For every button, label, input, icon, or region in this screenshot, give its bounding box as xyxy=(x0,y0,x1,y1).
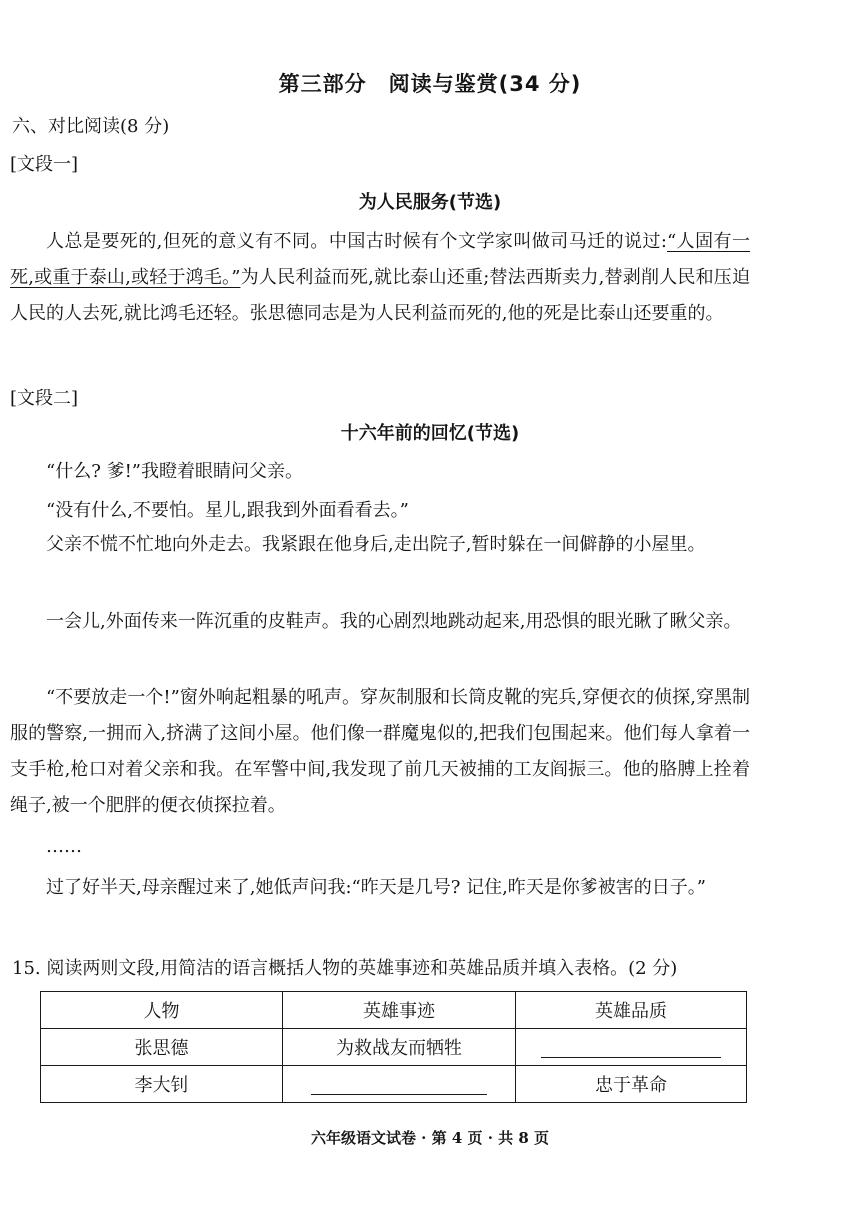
row2-person: 李大钊 xyxy=(41,1066,283,1103)
passage1-title: 为人民服务(节选) xyxy=(358,192,502,213)
row2-deed-cell xyxy=(283,1066,516,1103)
row1-deed: 为救战友而牺牲 xyxy=(283,1029,516,1066)
row1-person: 张思德 xyxy=(41,1029,283,1066)
passage2-title: 十六年前的回忆(节选) xyxy=(340,423,520,444)
page-footer: 六年级语文试卷 · 第 4 页 · 共 8 页 xyxy=(310,1129,550,1147)
row2-quality: 忠于革命 xyxy=(516,1066,747,1103)
passage2-ellipsis: …… xyxy=(46,836,82,857)
section-heading: 六、对比阅读(8 分) xyxy=(12,116,170,137)
row2-deed-blank[interactable] xyxy=(311,1074,487,1095)
header-person: 人物 xyxy=(41,992,283,1029)
passage1-label: [文段一] xyxy=(10,154,79,175)
passage1-paragraph xyxy=(10,224,750,332)
row1-quality-cell xyxy=(516,1029,747,1066)
table-row xyxy=(41,1029,747,1066)
passage1-text-before: 人总是要死的,但死的意义有不同。中国古时候有个文学家叫做司马迁的说过: xyxy=(46,231,667,252)
passage2-line1: “什么? 爹!”我瞪着眼睛问父亲。 xyxy=(46,461,304,482)
part-title: 第三部分 阅读与鉴赏(34 分) xyxy=(278,72,582,96)
header-quality: 英雄品质 xyxy=(516,992,747,1029)
passage2-line2: “没有什么,不要怕。星儿,跟我到外面看看去。” xyxy=(46,500,409,521)
passage2-para6: 过了好半天,母亲醒过来了,她低声问我:“昨天是几号? 记住,昨天是你爹被害的日子。” xyxy=(46,877,707,898)
passage1-text-after: 为人民利益而死,就比泰山还重;替法西斯卖力,替剥削人民和压迫人民的人去死,就比鸿毛还轻。张思德同志是为人民利益而死的,他的死是比泰山还要重的。 xyxy=(10,267,750,324)
answer-table xyxy=(40,991,747,1103)
passage2-para4: 一会儿,外面传来一阵沉重的皮鞋声。我的心剧烈地跳动起来,用恐惧的眼光瞅了瞅父亲。 xyxy=(46,611,742,632)
question-15: 15. 阅读两则文段,用简洁的语言概括人物的英雄事迹和英雄品质并填入表格。(2 分) xyxy=(12,958,678,979)
passage2-para3: 父亲不慌不忙地向外走去。我紧跟在他身后,走出院子,暂时躲在一间僻静的小屋里。 xyxy=(46,534,706,555)
passage2-para5: “不要放走一个!”窗外响起粗暴的吼声。穿灰制服和长筒皮靴的宪兵,穿便衣的侦探,穿黑制服的警察,一拥而入,挤满了这间小屋。他们像一群魔鬼似的,把我们包围起来。他们每人拿着一支手枪,枪口对着父亲和我。在军警中间,我发现了前几天被捕的工友阎振三。他的胳膊上拴着绳子,被一个肥胖的便衣侦探拉着。 xyxy=(10,687,750,816)
table-row xyxy=(41,1066,747,1103)
table-header-row xyxy=(41,992,747,1029)
header-deed: 英雄事迹 xyxy=(283,992,516,1029)
passage2-label: [文段二] xyxy=(10,388,79,409)
row1-quality-blank[interactable] xyxy=(541,1037,721,1058)
passage1-underlined-quote: “人固有一死,或重于泰山,或轻于鸿毛。” xyxy=(10,231,750,288)
